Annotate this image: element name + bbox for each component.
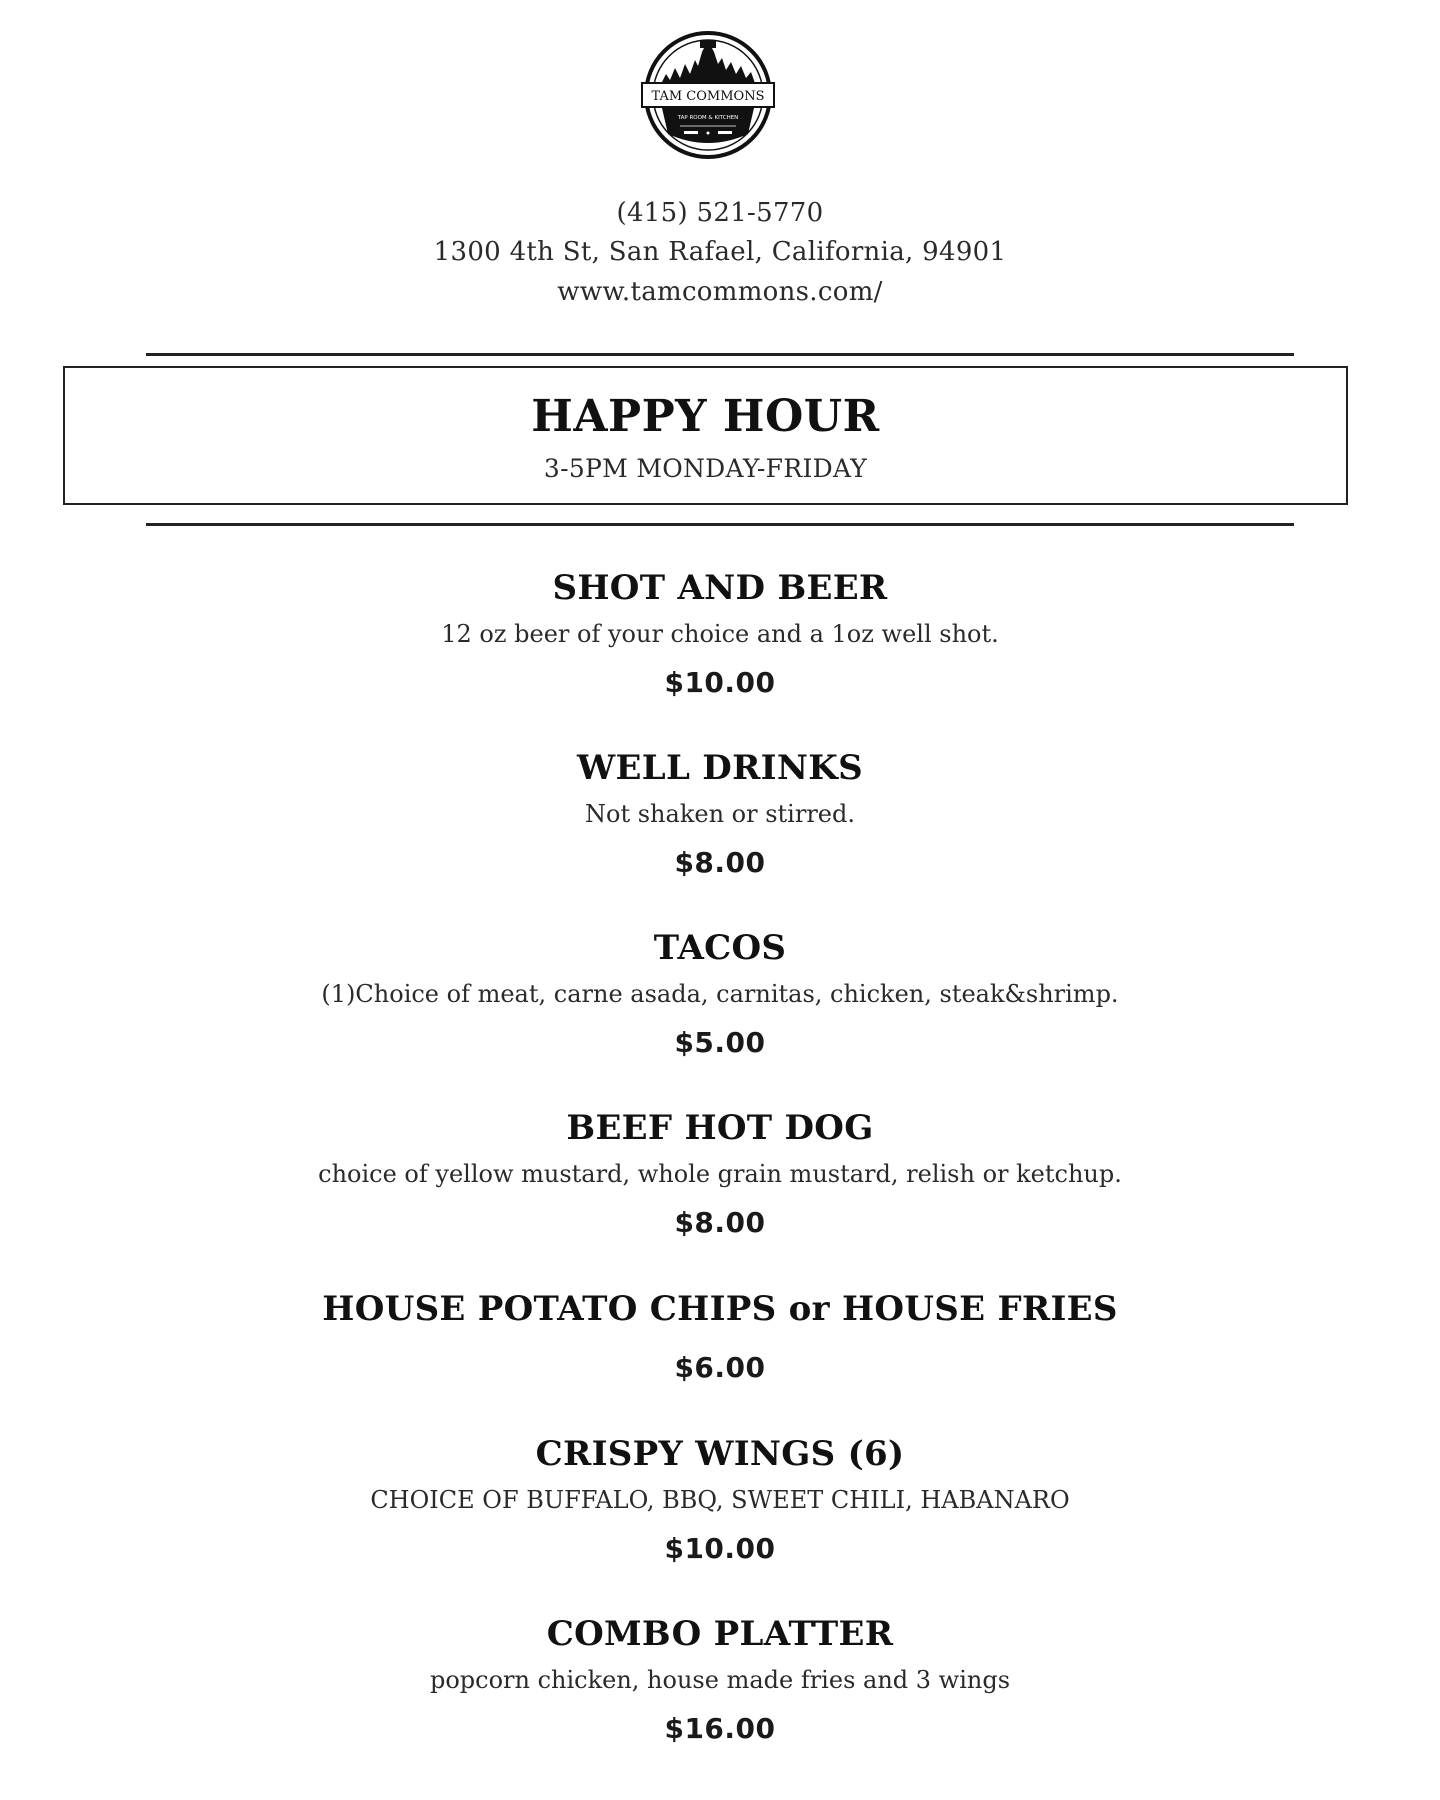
menu-item-price: $6.00 bbox=[674, 1351, 766, 1384]
menu-item-price: $8.00 bbox=[674, 846, 766, 879]
menu-item-price: $5.00 bbox=[674, 1026, 766, 1059]
logo-text: TAM COMMONS bbox=[651, 89, 765, 104]
menu-item-description: Not shaken or stirred. bbox=[585, 800, 855, 828]
menu-item-name: TACOS bbox=[653, 928, 787, 968]
divider-bottom bbox=[146, 523, 1294, 526]
menu-item-description: CHOICE OF BUFFALO, BBQ, SWEET CHILI, HABANARO bbox=[370, 1486, 1070, 1514]
happy-hour-hours: 3-5PM MONDAY-FRIDAY bbox=[543, 454, 868, 483]
website-link[interactable]: www.tamcommons.com/ bbox=[557, 277, 883, 307]
menu-item-name: HOUSE POTATO CHIPS or HOUSE FRIES bbox=[322, 1289, 1118, 1329]
menu-item-name: COMBO PLATTER bbox=[546, 1614, 894, 1654]
happy-hour-banner bbox=[63, 366, 1348, 505]
menu-item-description: popcorn chicken, house made fries and 3 wings bbox=[429, 1666, 1011, 1694]
logo-subtext: TAP ROOM & KITCHEN bbox=[677, 115, 739, 121]
happy-hour-title: HAPPY HOUR bbox=[531, 391, 880, 442]
menu-item-description: choice of yellow mustard, whole grain mustard, relish or ketchup. bbox=[318, 1160, 1122, 1188]
menu-item-name: WELL DRINKS bbox=[577, 748, 863, 788]
menu-item-price: $10.00 bbox=[664, 1532, 776, 1565]
divider-top bbox=[146, 353, 1294, 356]
menu-item-name: SHOT AND BEER bbox=[552, 568, 888, 608]
menu-item-price: $10.00 bbox=[664, 666, 776, 699]
menu-item-price: $16.00 bbox=[664, 1712, 776, 1745]
address: 1300 4th St, San Rafael, California, 94901 bbox=[433, 237, 1007, 267]
menu-item-name: BEEF HOT DOG bbox=[566, 1108, 874, 1148]
phone-number: (415) 521-5770 bbox=[616, 198, 824, 228]
menu-item-price: $8.00 bbox=[674, 1206, 766, 1239]
menu-item-name: CRISPY WINGS (6) bbox=[535, 1434, 905, 1474]
menu-item-description: (1)Choice of meat, carne asada, carnitas, chicken, steak&shrimp. bbox=[321, 980, 1119, 1008]
menu-item-description: 12 oz beer of your choice and a 1oz well shot. bbox=[441, 620, 999, 648]
tam-commons-logo-icon bbox=[640, 30, 776, 160]
